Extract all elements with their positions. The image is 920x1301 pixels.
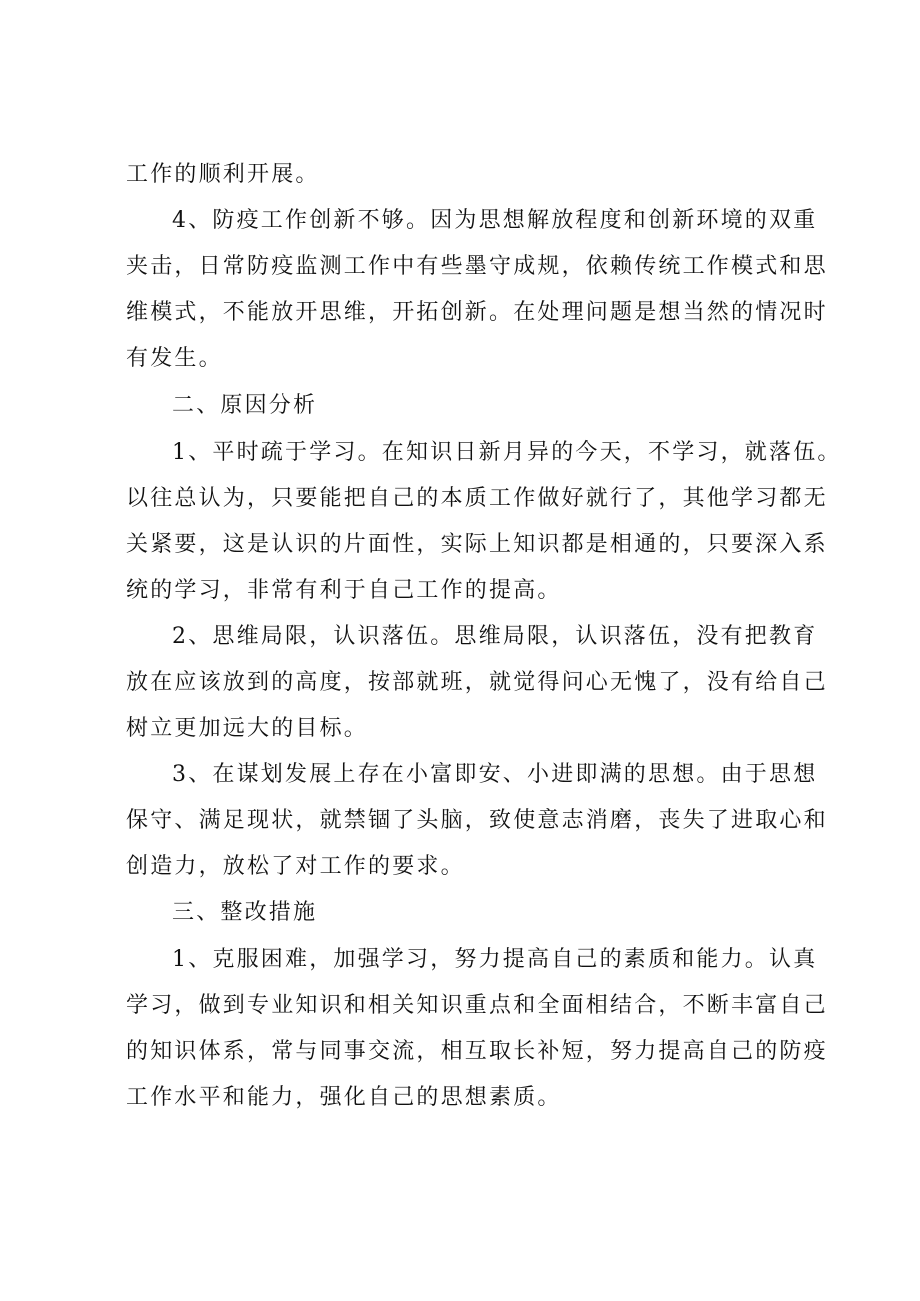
text-line: 工作的顺利开展。 [126,162,320,187]
text-line: 维模式，不能放开思维，开拓创新。在处理问题是想当然的情况时 [126,300,828,325]
text-line: 1、克服困难，加强学习，努力提高自己的素质和能力。认真 [172,947,818,972]
text-line: 夹击，日常防疫监测工作中有些墨守成规，依赖传统工作模式和思 [126,254,828,279]
section-heading: 三、整改措施 [172,900,318,925]
section-heading: 二、原因分析 [172,393,318,418]
text-line: 2、思维局限，认识落伍。思维局限，认识落伍，没有把教育 [172,624,818,649]
text-line: 创造力，放松了对工作的要求。 [126,854,465,879]
text-line: 3、在谋划发展上存在小富即安、小进即满的思想。由于思想 [172,762,818,787]
text-line: 放在应该放到的高度，按部就班，就觉得问心无愧了，没有给自己 [126,670,828,695]
text-line: 关紧要，这是认识的片面性，实际上知识都是相通的，只要深入系 [126,532,828,557]
text-line: 4、防疫工作创新不够。因为思想解放程度和创新环境的双重 [172,208,818,233]
text-line: 保守、满足现状，就禁锢了头脑，致使意志消磨，丧失了进取心和 [126,808,828,833]
text-line: 的知识体系，常与同事交流，相互取长补短，努力提高自己的防疫 [126,1039,828,1064]
text-line: 以往总认为，只要能把自己的本质工作做好就行了，其他学习都无 [126,486,828,511]
text-line: 1、平时疏于学习。在知识日新月异的今天，不学习，就落伍。 [172,440,842,465]
text-line: 学习，做到专业知识和相关知识重点和全面相结合，不断丰富自己 [126,993,828,1018]
text-line: 工作水平和能力，强化自己的思想素质。 [126,1085,562,1110]
text-line: 统的学习，非常有利于自己工作的提高。 [126,578,562,603]
text-line: 有发生。 [126,346,223,371]
text-line: 树立更加远大的目标。 [126,716,369,741]
